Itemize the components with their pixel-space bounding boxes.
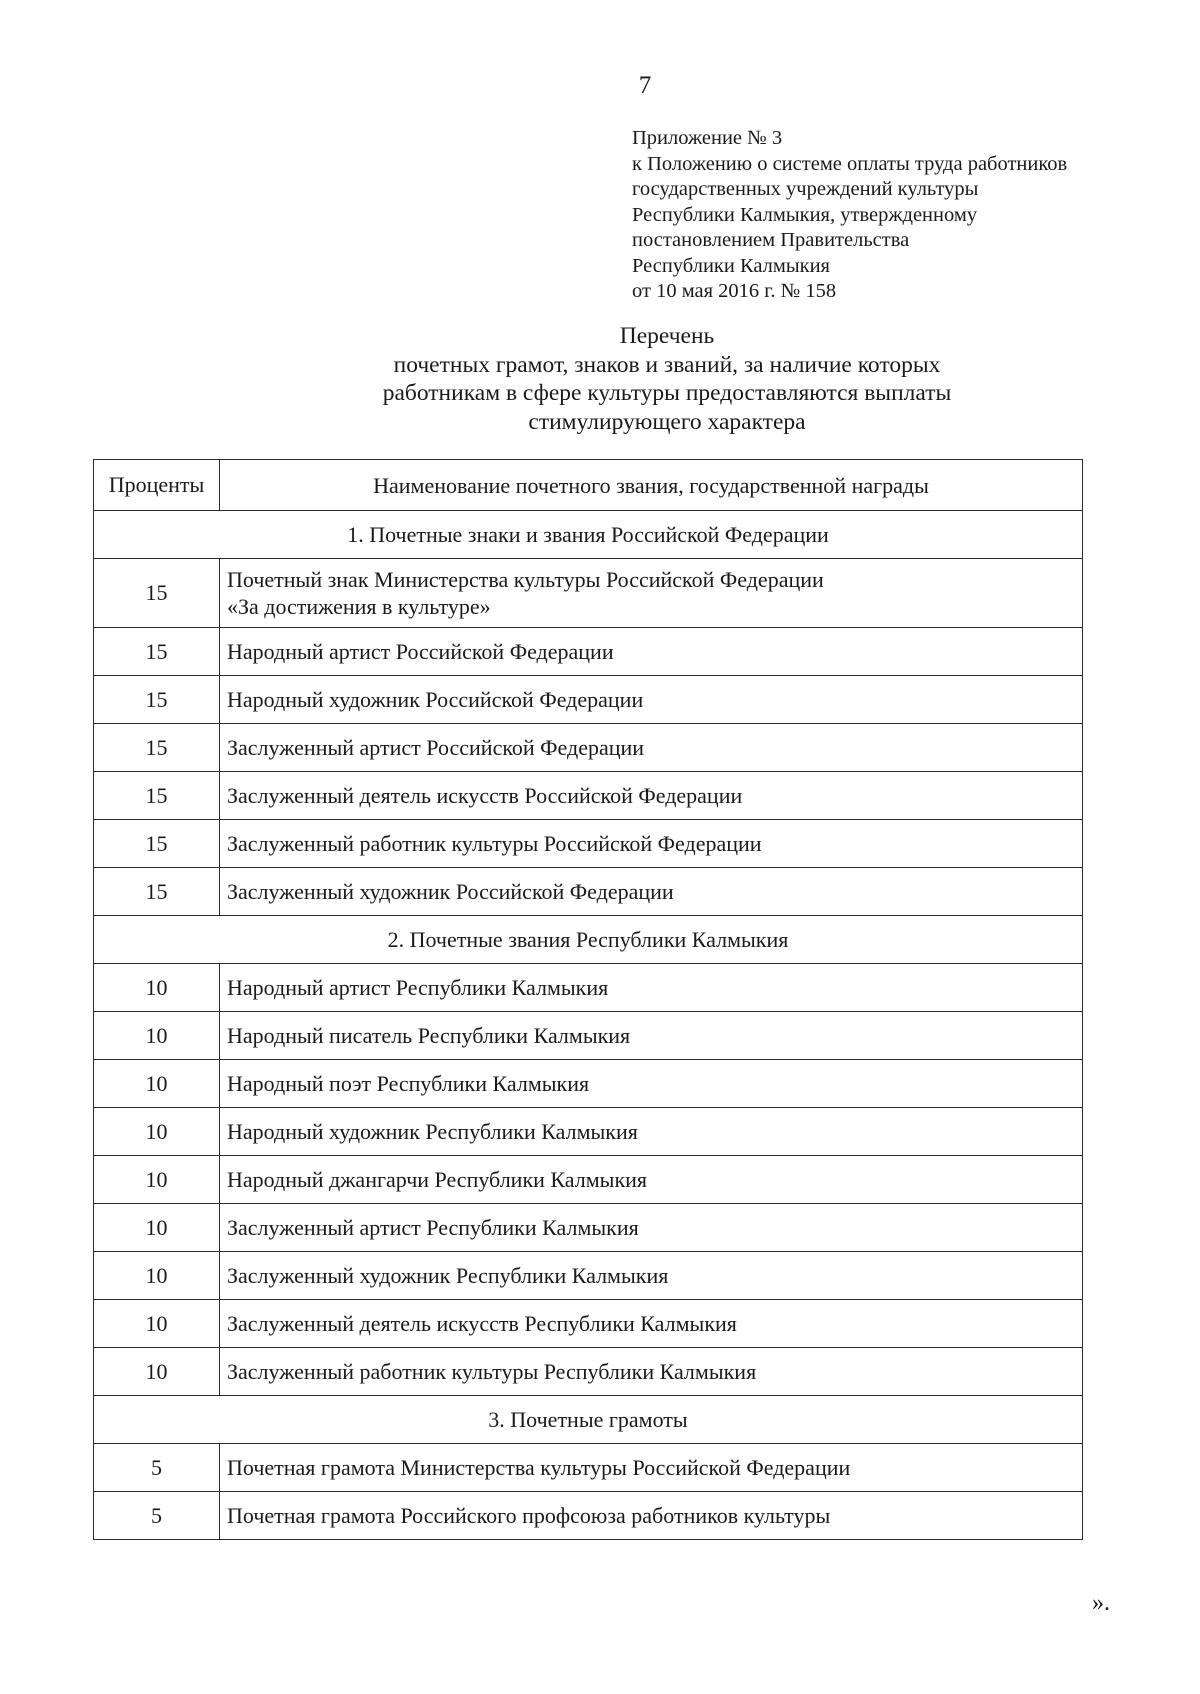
percent-cell: 15	[94, 868, 220, 916]
title-line: почетных грамот, знаков и званий, за наличие которых	[393, 351, 941, 378]
section-title: 1. Почетные знаки и звания Российской Федерации	[94, 511, 1083, 559]
title-line: стимулирующего характера	[528, 408, 806, 435]
name-cell: Заслуженный работник культуры Республики Калмыкия	[220, 1348, 1083, 1396]
table-row	[94, 1108, 1083, 1156]
name-cell: Народный художник Российской Федерации	[220, 676, 1083, 724]
table-row	[94, 628, 1083, 676]
table-row	[94, 1492, 1083, 1540]
section-row	[94, 511, 1083, 559]
closing-quote-mark: ».	[1092, 1590, 1110, 1616]
name-cell: Народный артист Российской Федерации	[220, 628, 1083, 676]
percent-cell: 10	[94, 1204, 220, 1252]
percent-cell: 5	[94, 1492, 220, 1540]
percent-cell: 15	[94, 628, 220, 676]
section-title: 2. Почетные звания Республики Калмыкия	[94, 916, 1083, 964]
name-cell: Заслуженный художник Республики Калмыкия	[220, 1252, 1083, 1300]
title-heading: Перечень	[619, 323, 715, 349]
percent-cell: 10	[94, 1060, 220, 1108]
page-number: 7	[638, 72, 652, 99]
section-row	[94, 1396, 1083, 1444]
table-row	[94, 1156, 1083, 1204]
name-cell: Почетная грамота Министерства культуры Российской Федерации	[220, 1444, 1083, 1492]
table-row	[94, 676, 1083, 724]
percent-cell: 10	[94, 1252, 220, 1300]
name-cell: Заслуженный деятель искусств Российской Федерации	[220, 772, 1083, 820]
percent-cell: 10	[94, 1348, 220, 1396]
percent-cell: 10	[94, 964, 220, 1012]
appendix-line: Республики Калмыкия, утвержденному	[632, 203, 978, 226]
percent-cell: 10	[94, 1012, 220, 1060]
appendix-header	[632, 126, 1067, 305]
name-cell: Заслуженный работник культуры Российской Федерации	[220, 820, 1083, 868]
title-line: работникам в сфере культуры предоставляются выплаты	[382, 380, 952, 406]
appendix-line: от 10 мая 2016 г. № 158	[632, 280, 837, 302]
table-row	[94, 820, 1083, 868]
table-row	[94, 1300, 1083, 1348]
name-cell: Народный поэт Республики Калмыкия	[220, 1060, 1083, 1108]
document-title	[92, 322, 1200, 436]
table-header-row	[94, 460, 1083, 511]
name-cell: Заслуженный деятель искусств Республики Калмыкия	[220, 1300, 1083, 1348]
percent-cell: 15	[94, 559, 220, 628]
name-line: Почетный знак Министерства культуры Российской Федерации	[227, 567, 824, 592]
table-row	[94, 1204, 1083, 1252]
percent-cell: 15	[94, 724, 220, 772]
percent-cell: 15	[94, 772, 220, 820]
header-name: Наименование почетного звания, государственной награды	[220, 460, 1083, 511]
percent-cell: 10	[94, 1108, 220, 1156]
percent-cell: 10	[94, 1300, 220, 1348]
table-row	[94, 1444, 1083, 1492]
section-row	[94, 916, 1083, 964]
appendix-line: постановлением Правительства	[632, 229, 910, 251]
table-row	[94, 772, 1083, 820]
awards-table	[93, 459, 1083, 1540]
appendix-line: Республики Калмыкия	[632, 254, 830, 277]
name-cell: Народный артист Республики Калмыкия	[220, 964, 1083, 1012]
header-percent: Проценты	[94, 460, 220, 511]
name-cell: Заслуженный артист Российской Федерации	[220, 724, 1083, 772]
name-cell	[220, 559, 1083, 628]
percent-cell: 15	[94, 676, 220, 724]
table-row	[94, 1348, 1083, 1396]
table-row	[94, 559, 1083, 628]
percent-cell: 15	[94, 820, 220, 868]
table-row	[94, 1012, 1083, 1060]
name-line: «За достижения в культуре»	[227, 594, 491, 619]
name-cell: Народный писатель Республики Калмыкия	[220, 1012, 1083, 1060]
table-row	[94, 1252, 1083, 1300]
table-row	[94, 964, 1083, 1012]
name-cell: Заслуженный художник Российской Федерации	[220, 868, 1083, 916]
table-row	[94, 724, 1083, 772]
name-cell: Народный джангарчи Республики Калмыкия	[220, 1156, 1083, 1204]
appendix-line: к Положению о системе оплаты труда работников	[632, 152, 1068, 175]
percent-cell: 10	[94, 1156, 220, 1204]
name-cell: Заслуженный артист Республики Калмыкия	[220, 1204, 1083, 1252]
table-row	[94, 1060, 1083, 1108]
appendix-line: Приложение № 3	[632, 127, 783, 149]
table-row	[94, 868, 1083, 916]
name-cell: Почетная грамота Российского профсоюза работников культуры	[220, 1492, 1083, 1540]
appendix-line: государственных учреждений культуры	[632, 178, 979, 200]
section-title: 3. Почетные грамоты	[94, 1396, 1083, 1444]
name-cell: Народный художник Республики Калмыкия	[220, 1108, 1083, 1156]
percent-cell: 5	[94, 1444, 220, 1492]
